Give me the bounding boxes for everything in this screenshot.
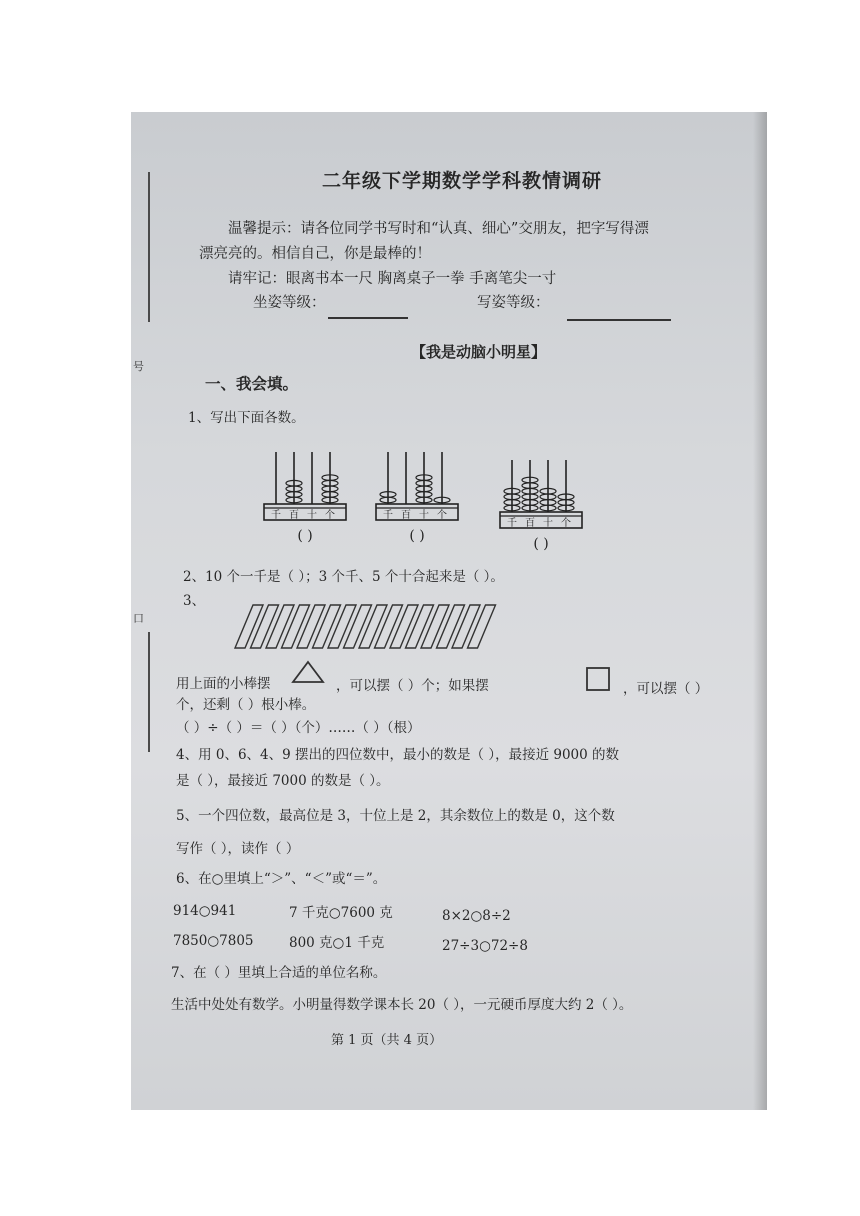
q1-text: 1、写出下面各数。 — [188, 410, 305, 426]
tip-line-1: 温馨提示：请各位同学书写时和“认真、细心”交朋友，把字写得漂 — [228, 221, 649, 237]
q3-line2: 个，还剩（ ）根小棒。 — [176, 697, 316, 713]
abacus-answer-blank: ( ) — [533, 536, 549, 552]
abacus-answer-blank: ( ) — [409, 528, 425, 544]
binding-line-top — [148, 172, 150, 322]
q6-r1-c1: 914○941 — [173, 903, 237, 919]
abacus-place-label: 十 — [419, 510, 429, 521]
q6-r2-c2: 800 克○1 千克 — [289, 935, 385, 951]
section-banner: 【我是动脑小明星】 — [411, 343, 547, 361]
q2-text: 2、10 个一千是（ ）；3 个千、5 个十合起来是（ ）。 — [183, 569, 504, 585]
abacus-place-label: 十 — [307, 510, 317, 521]
sit-posture-blank[interactable] — [328, 317, 408, 319]
write-posture-blank[interactable] — [567, 319, 671, 321]
binding-line-bottom — [148, 632, 150, 752]
abacus-answer-blank: ( ) — [297, 528, 313, 544]
page-footer: 第 1 页（共 4 页） — [331, 1033, 443, 1048]
q7-line2: 生活中处处有数学。小明量得数学课本长 20（ ），一元硬币厚度大约 2（ ）。 — [171, 997, 633, 1013]
abacus-place-label: 千 — [383, 510, 393, 521]
q3-line1-part-c: ，可以摆（ ） — [623, 681, 709, 697]
page-edge-shadow — [753, 112, 767, 1110]
abacus-figures — [131, 442, 767, 562]
page-title: 二年级下学期数学学科教情调研 — [322, 170, 603, 192]
q4-line1: 4、用 0、6、4、9 摆出的四位数中，最小的数是（ ），最接近 9000 的数 — [176, 747, 620, 763]
q7-text: 7、在（ ）里填上合适的单位名称。 — [171, 965, 387, 981]
abacus-place-label: 百 — [525, 518, 535, 529]
margin-mark-1: 号 — [133, 360, 144, 373]
abacus-place-label: 个 — [325, 510, 335, 521]
q6-r1-c3: 8×2○8÷2 — [442, 908, 511, 924]
square-icon — [585, 666, 611, 692]
tip-line-2: 漂亮亮的。相信自己，你是最棒的！ — [199, 246, 431, 262]
part-1-heading: 一、我会填。 — [205, 374, 299, 393]
tip-line-3: 请牢记：眼离书本一尺 胸离桌子一拳 手离笔尖一寸 — [228, 271, 557, 287]
q3-line1-part-b: ，可以摆（ ）个；如果摆 — [336, 678, 489, 694]
q3-line1-part-a: 用上面的小棒摆 — [176, 676, 271, 692]
q6-r2-c1: 7850○7805 — [173, 933, 254, 949]
q5-line1: 5、一个四位数，最高位是 3，十位上是 2，其余数位上的数是 0，这个数 — [176, 808, 615, 824]
abacus-place-label: 千 — [271, 510, 281, 521]
q3-label: 3、 — [183, 593, 206, 609]
exam-paper — [131, 112, 767, 1110]
q6-r2-c3: 27÷3○72÷8 — [442, 938, 528, 954]
write-posture-label: 写姿等级： — [477, 295, 550, 311]
abacus-place-label: 百 — [401, 510, 411, 521]
sticks-figure — [229, 602, 499, 652]
margin-mark-2: 口 — [133, 612, 144, 625]
q3-line3: （ ）÷（ ）＝（ ）（个）……（ ）（根） — [176, 720, 421, 736]
q6-text: 6、在○里填上“＞”、“＜”或“＝”。 — [176, 871, 387, 887]
q6-r1-c2: 7 千克○7600 克 — [289, 905, 393, 921]
sit-posture-label: 坐姿等级： — [253, 295, 326, 311]
abacus-place-label: 千 — [507, 518, 517, 529]
abacus-place-label: 百 — [289, 510, 299, 521]
q4-line2: 是（ ），最接近 7000 的数是（ ）。 — [176, 773, 390, 789]
abacus-place-label: 个 — [437, 510, 447, 521]
triangle-icon — [291, 660, 325, 684]
abacus-place-label: 个 — [561, 518, 571, 529]
abacus-place-label: 十 — [543, 518, 553, 529]
q5-line2: 写作（ ），读作（ ） — [176, 841, 300, 857]
